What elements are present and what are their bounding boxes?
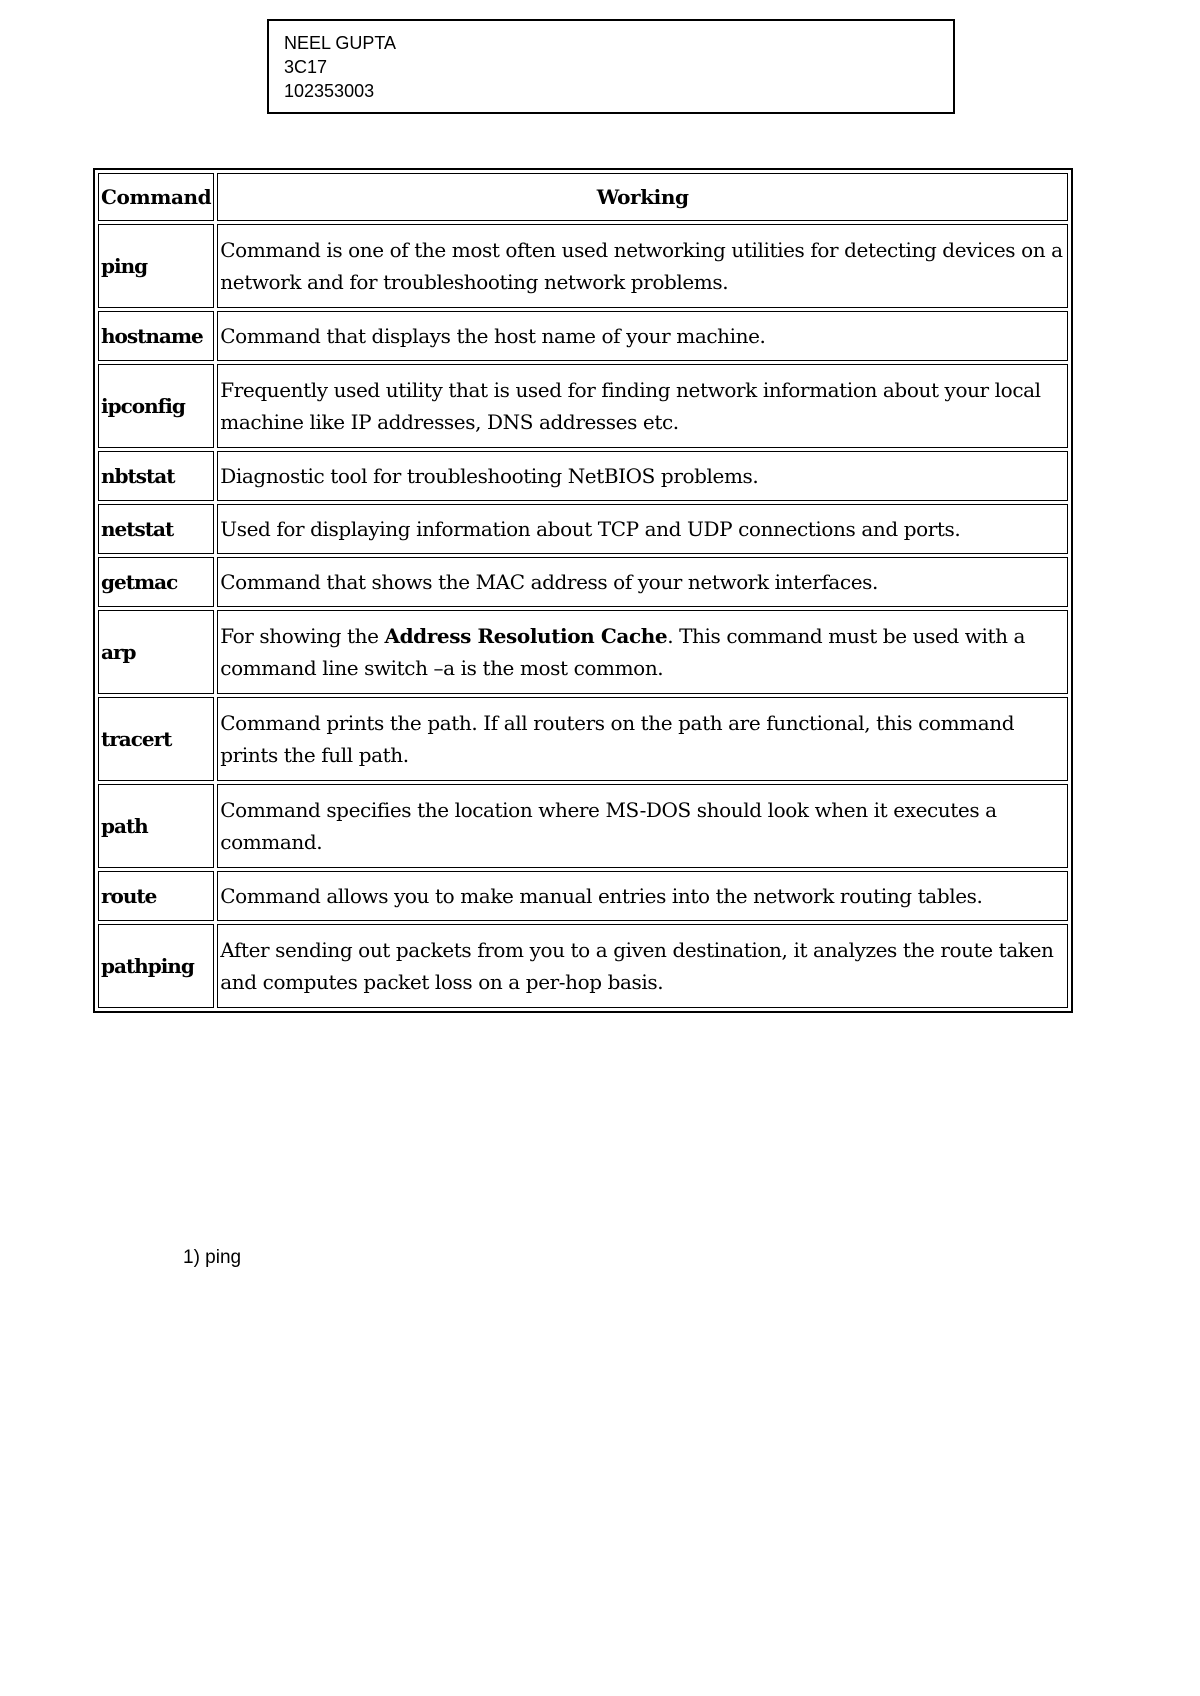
student-class: 3C17 (284, 57, 328, 77)
table-row (98, 610, 1068, 694)
table-row (98, 504, 1068, 554)
command-description: Command allows you to make manual entries into the network routing tables. (217, 871, 1068, 921)
command-name: netstat (98, 504, 214, 554)
command-description: Command is one of the most often used networking utilities for detecting devices on a network and for troubleshooting network problems. (217, 224, 1068, 308)
table-row (98, 224, 1068, 308)
student-info-box (267, 19, 955, 114)
command-description: Command that displays the host name of your machine. (217, 311, 1068, 361)
command-name: getmac (98, 557, 214, 607)
table-row (98, 924, 1068, 1008)
command-name: arp (98, 610, 214, 694)
command-description: Command specifies the location where MS-DOS should look when it executes a command. (217, 784, 1068, 868)
command-name: pathping (98, 924, 214, 1008)
table-header-row (98, 173, 1068, 221)
command-description: Command that shows the MAC address of your network interfaces. (217, 557, 1068, 607)
table-row (98, 871, 1068, 921)
command-description: Used for displaying information about TCP and UDP connections and ports. (217, 504, 1068, 554)
command-description: Command prints the path. If all routers on the path are functional, this command prints the full path. (217, 697, 1068, 781)
table-row (98, 557, 1068, 607)
numbered-note: 1) ping (183, 1247, 242, 1268)
student-name: NEEL GUPTA (284, 33, 397, 53)
description-text: For showing the (220, 624, 385, 648)
command-description (217, 610, 1068, 694)
command-name: route (98, 871, 214, 921)
table-row (98, 311, 1068, 361)
column-header-command: Command (98, 173, 214, 221)
command-name: tracert (98, 697, 214, 781)
table-row (98, 697, 1068, 781)
student-roll-number: 102353003 (284, 81, 375, 101)
command-description: After sending out packets from you to a given destination, it analyzes the route taken and computes packet loss on a per-hop basis. (217, 924, 1068, 1008)
command-name: hostname (98, 311, 214, 361)
table-row (98, 364, 1068, 448)
network-commands-table (93, 168, 1073, 1013)
table-row (98, 451, 1068, 501)
command-name: nbtstat (98, 451, 214, 501)
command-name: path (98, 784, 214, 868)
command-name: ipconfig (98, 364, 214, 448)
command-description: Frequently used utility that is used for finding network information about your local machine like IP addresses, DNS addresses etc. (217, 364, 1068, 448)
column-header-working: Working (217, 173, 1068, 221)
table-row (98, 784, 1068, 868)
command-description: Diagnostic tool for troubleshooting NetBIOS problems. (217, 451, 1068, 501)
description-emphasis: Address Resolution Cache (384, 624, 668, 648)
description-text: . This command must be used with a command line switch –a is the most common. (220, 624, 1026, 680)
command-name: ping (98, 224, 214, 308)
